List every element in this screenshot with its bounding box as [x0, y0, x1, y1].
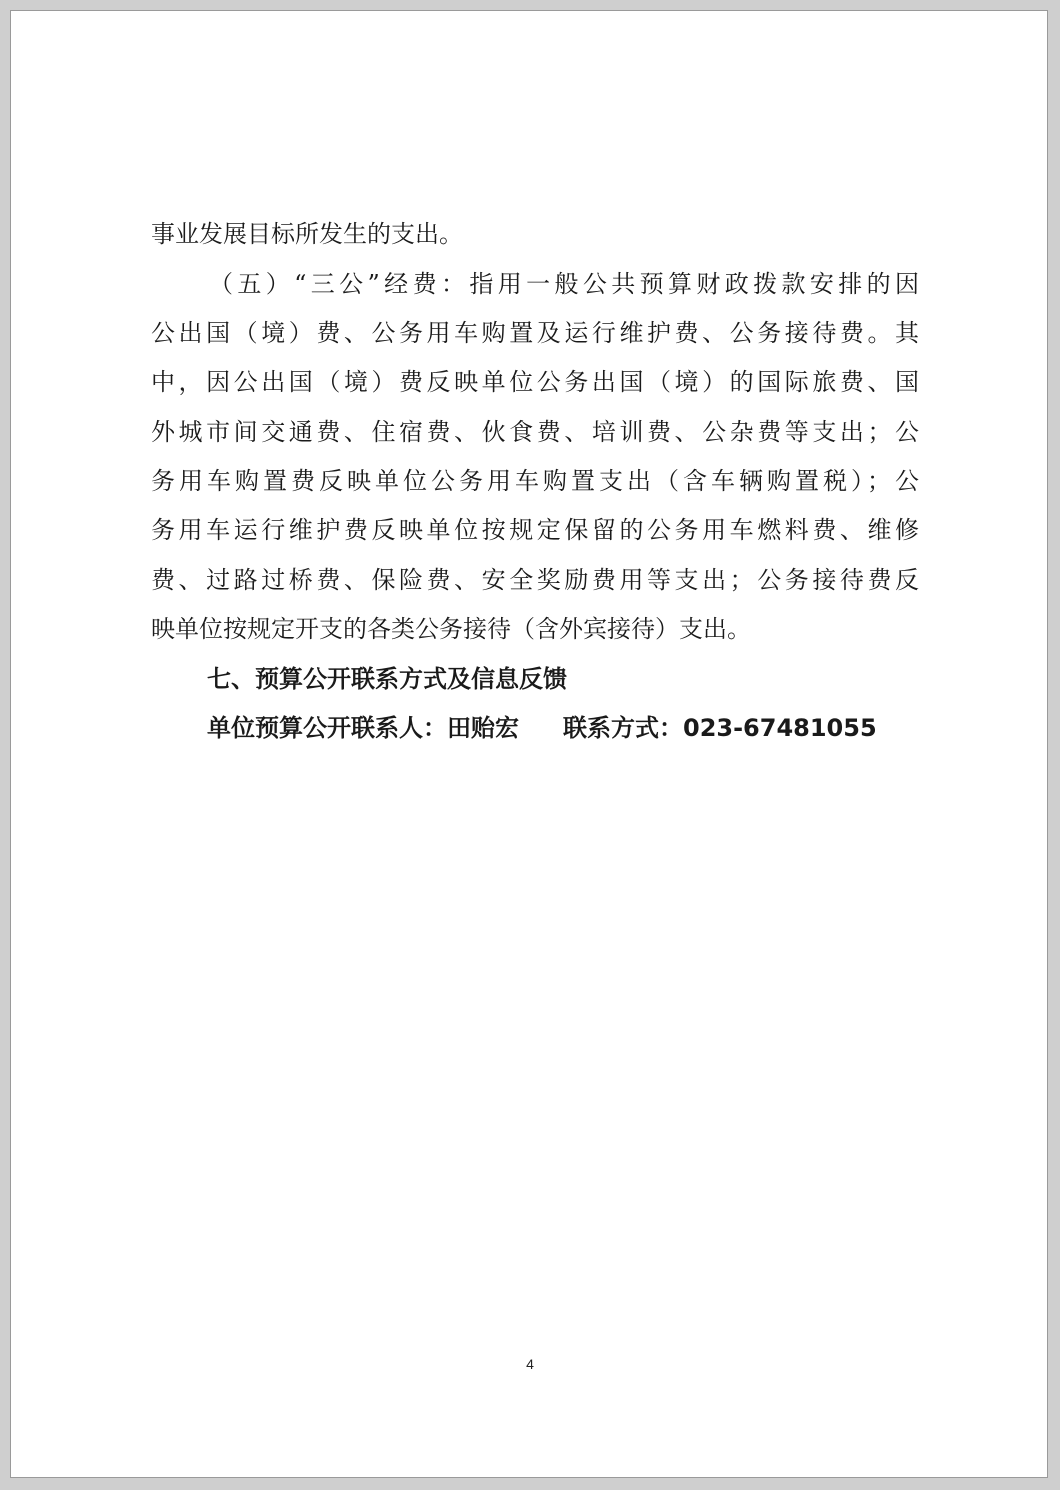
paragraph-line: 公出国（境）费、公务用车购置及运行维护费、公务接待费。其	[151, 319, 919, 347]
paragraph-line: 中，因公出国（境）费反映单位公务出国（境）的国际旅费、国	[151, 368, 919, 396]
contact-line	[207, 703, 877, 753]
paragraph-line: 映单位按规定开支的各类公务接待（含外宾接待）支出。	[151, 615, 751, 643]
paragraph-line: 务用车运行维护费反映单位按规定保留的公务用车燃料费、维修	[151, 516, 919, 544]
paragraph-line: 费、过路过桥费、保险费、安全奖励费用等支出；公务接待费反	[151, 566, 919, 594]
paragraph-line: （五）“三公”经费：指用一般公共预算财政拨款安排的因	[209, 270, 919, 298]
contact-person: 单位预算公开联系人：田贻宏	[207, 714, 519, 742]
section-heading: 七、预算公开联系方式及信息反馈	[207, 665, 567, 693]
page-number: 4	[526, 1356, 534, 1372]
document-page	[10, 10, 1048, 1478]
contact-phone: 联系方式：023-67481055	[563, 714, 877, 742]
paragraph-line: 外城市间交通费、住宿费、伙食费、培训费、公杂费等支出；公	[151, 418, 919, 446]
paragraph-line: 事业发展目标所发生的支出。	[151, 220, 463, 248]
paragraph-line: 务用车购置费反映单位公务用车购置支出（含车辆购置税）；公	[151, 467, 919, 495]
